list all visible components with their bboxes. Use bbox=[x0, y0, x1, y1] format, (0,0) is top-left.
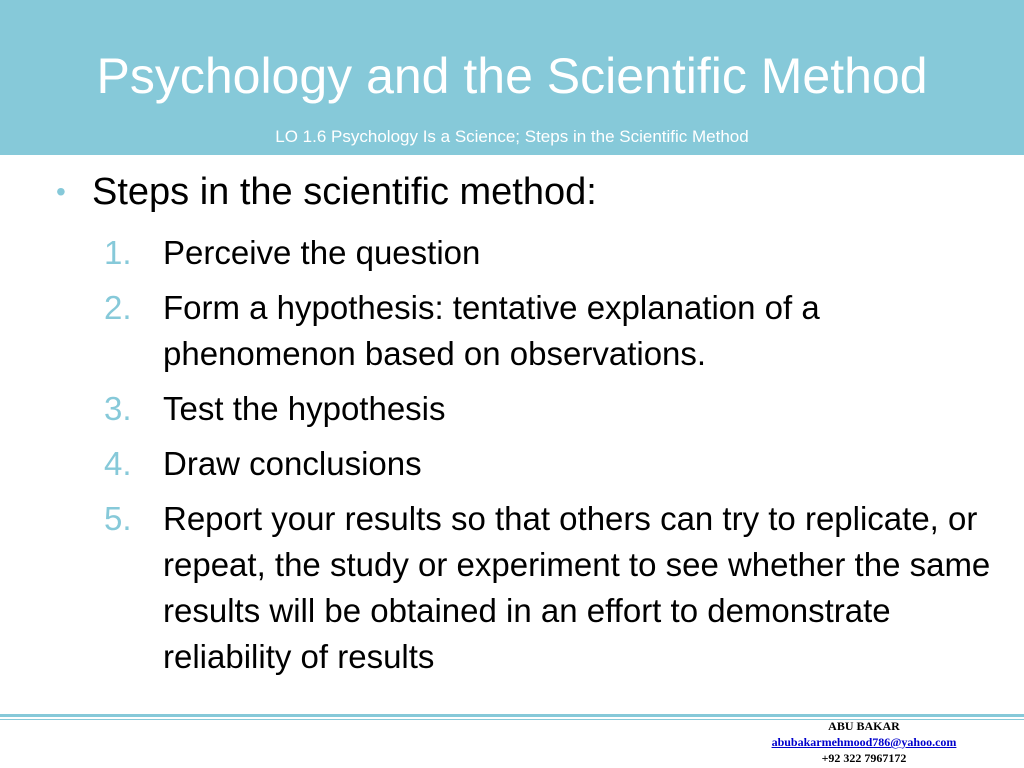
footer-divider bbox=[0, 714, 1024, 717]
step-text: Report your results so that others can try to replicate, or repeat, the study or experiment to see whether the same results will be obtained in an effort to demonstrate reliability of results bbox=[163, 500, 991, 675]
step-number: 5. bbox=[104, 500, 132, 537]
slide-subtitle: LO 1.6 Psychology Is a Science; Steps in the Scientific Method bbox=[275, 127, 749, 146]
step-item bbox=[0, 285, 1024, 377]
author-name: ABU BAKAR bbox=[828, 719, 900, 733]
slide-header bbox=[0, 0, 1024, 155]
step-text: Test the hypothesis bbox=[163, 390, 446, 427]
author-email-link[interactable]: abubakarmehmood786@yahoo.com bbox=[771, 735, 957, 749]
author-phone: +92 322 7967172 bbox=[821, 751, 907, 765]
footer-credits bbox=[744, 718, 984, 766]
slide-title: Psychology and the Scientific Method bbox=[96, 48, 928, 104]
main-bullet bbox=[0, 168, 1024, 230]
step-number: 3. bbox=[104, 390, 132, 427]
bullet-dot-icon: • bbox=[56, 176, 66, 207]
step-item bbox=[0, 386, 1024, 432]
main-bullet-text: Steps in the scientific method: bbox=[92, 171, 597, 213]
step-item bbox=[0, 496, 1024, 680]
step-number: 4. bbox=[104, 445, 132, 482]
step-item bbox=[0, 230, 1024, 276]
step-text: Form a hypothesis: tentative explanation of a phenomenon based on observations. bbox=[163, 289, 820, 372]
step-text: Perceive the question bbox=[163, 234, 481, 271]
steps-list bbox=[0, 230, 1024, 680]
step-number: 1. bbox=[104, 234, 132, 271]
slide-content bbox=[0, 168, 1024, 689]
step-item bbox=[0, 441, 1024, 487]
step-text: Draw conclusions bbox=[163, 445, 422, 482]
step-number: 2. bbox=[104, 289, 132, 326]
